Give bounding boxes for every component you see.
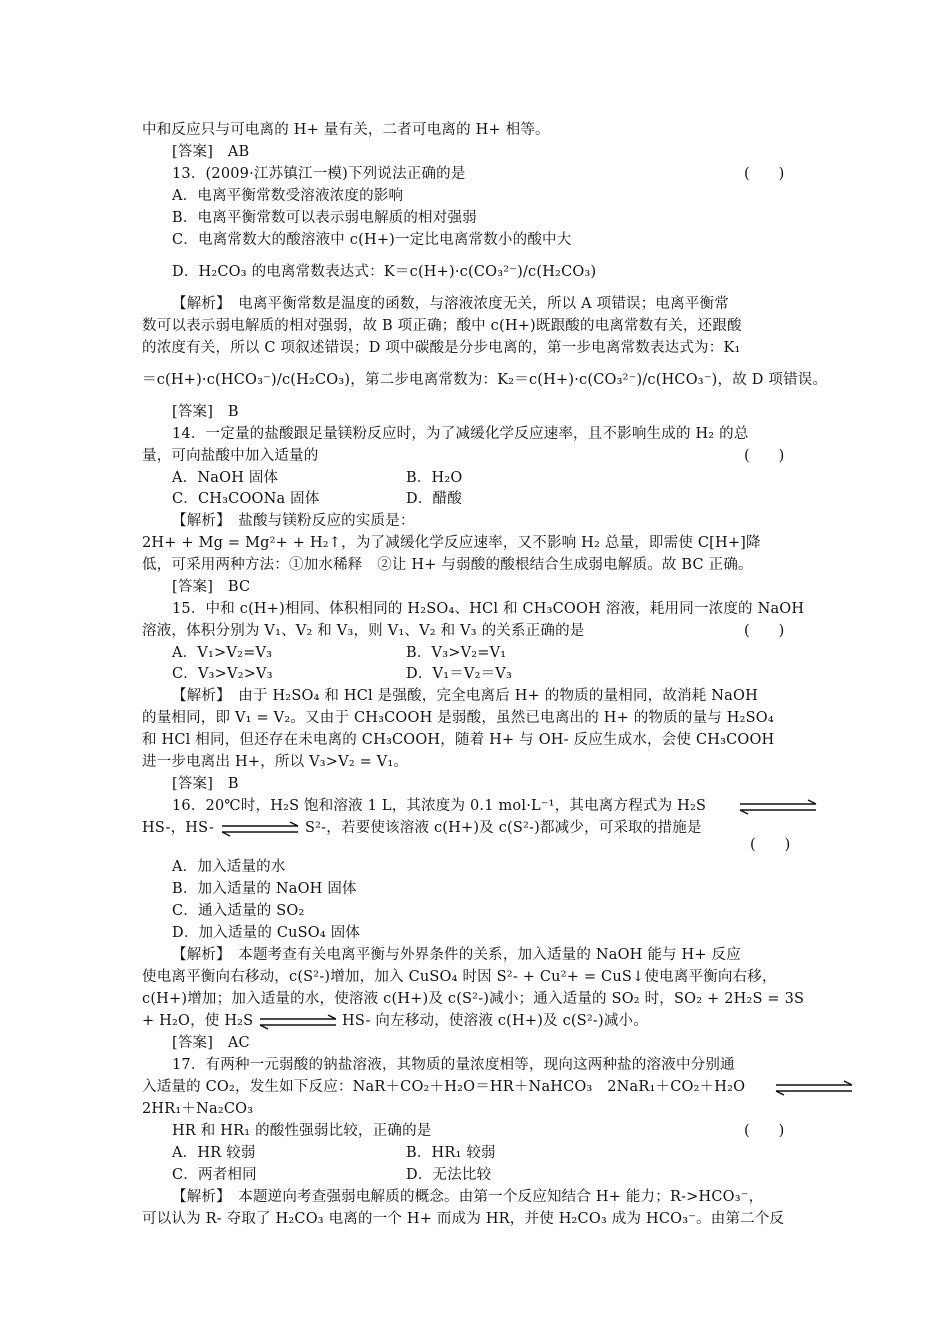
text-line: 13．(2009·江苏镇江一模)下列说法正确的是 [172, 166, 466, 182]
text-line: 14．一定量的盐酸跟足量镁粉反应时，为了减缓化学反应速率，且不影响生成的 H₂ 的总 [172, 426, 749, 442]
text-line: 使电离平衡向右移动，c(S²-)增加，加入 CuSO₄ 时因 S²- + Cu²+ = CuS↓使电离平衡向右移， [142, 969, 777, 985]
option-text: D．醋酸 [406, 491, 462, 507]
text-line: A．V₁>V₂=V₃ [172, 645, 273, 661]
option-text: B．V₃>V₂=V₁ [406, 645, 507, 661]
text-line: 的量相同，即 V₁ = V₂。又由于 CH₃COOH 是弱酸，虽然已电离出的 H+ 的物质的量与 H₂SO₄ [142, 710, 774, 726]
text-line: 低，可采用两种方法：①加水稀释 ②让 H+ 与弱酸的酸根结合生成弱电解质。故 BC 正确。 [142, 557, 753, 573]
text-line: 中和反应只与可电离的 H+ 量有关，二者可电离的 H+ 相等。 [142, 122, 550, 138]
text-line: 量，可向盐酸中加入适量的 [142, 448, 319, 464]
text-line: D．加入适量的 CuSO₄ 固体 [172, 925, 361, 941]
equilibrium-arrow-icon [220, 819, 302, 839]
answer-blank: ( ) [744, 1123, 785, 1139]
equilibrium-arrow-icon [258, 1012, 340, 1032]
text-line: 【解析】 本题考查有关电离平衡与外界条件的关系，加入适量的 NaOH 能与 H+ 反应 [172, 947, 741, 963]
text-line: C．CH₃COONa 固体 [172, 491, 320, 507]
text-line: 数可以表示弱电解质的相对强弱，故 B 项正确；酸中 c(H+)既跟酸的电离常数有关，还跟酸 [142, 318, 742, 334]
text-line: 的浓度有关，所以 C 项叙述错误；D 项中碳酸是分步电离的，第一步电离常数表达式为：K₁ [142, 340, 741, 356]
text-line: HS-，HS- [142, 820, 214, 836]
text-line: A．电离平衡常数受溶液浓度的影响 [172, 188, 404, 204]
text-line: S²-，若要使该溶液 c(H+)及 c(S²-)都减少，可采取的措施是 [305, 820, 702, 836]
text-line: HR 和 HR₁ 的酸性强弱比较，正确的是 [172, 1123, 432, 1139]
text-line: B．加入适量的 NaOH 固体 [172, 881, 357, 897]
text-line: C．电离常数大的酸溶液中 c(H+)一定比电离常数小的酸中大 [172, 232, 572, 248]
text-line: 【解析】 电离平衡常数是温度的函数，与溶液浓度无关，所以 A 项错误；电离平衡常 [172, 296, 729, 312]
answer-blank: ( ) [744, 448, 785, 464]
text-line: c(H+)增加；加入适量的水，使溶液 c(H+)及 c(S²-)减小；通入适量的 SO₂ 时，SO₂ + 2H₂S = 3S [142, 991, 805, 1007]
text-line: C．通入适量的 SO₂ [172, 903, 305, 919]
text-line: HS- 向左移动，使溶液 c(H+)及 c(S²-)减小。 [342, 1013, 648, 1029]
answer-blank: ( ) [744, 166, 785, 182]
option-text: D．无法比较 [406, 1167, 492, 1183]
text-line: 2H+ + Mg = Mg²+ + H₂↑，为了减缓化学反应速率，又不影响 H₂ 总量，即需使 C[H+]降 [142, 535, 761, 551]
text-line: 可以认为 R- 夺取了 H₂CO₃ 电离的一个 H+ 而成为 HR，并使 H₂CO₃ 成为 HCO₃⁻。由第二个反 [142, 1211, 785, 1227]
text-line: [答案] AB [172, 144, 250, 160]
equilibrium-arrow-icon [774, 1078, 856, 1098]
text-line: 和 HCl 相同，但还存在未电离的 CH₃COOH，随着 H+ 与 OH- 反应生成水，会使 CH₃COOH [142, 732, 775, 748]
answer-blank: ( ) [744, 623, 785, 639]
text-line: 入适量的 CO₂，发生如下反应：NaR＋CO₂＋H₂O＝HR＋NaHCO₃ 2NaR₁＋CO₂＋H₂O [142, 1079, 746, 1095]
text-line: 【解析】 盐酸与镁粉反应的实质是： [172, 513, 415, 529]
text-line: [答案] AC [172, 1035, 250, 1051]
text-line: [答案] B [172, 776, 239, 792]
text-line: ＝c(H+)·c(HCO₃⁻)/c(H₂CO₃)，第二步电离常数为：K₂＝c(H+)·c(CO₃²⁻)/c(HCO₃⁻)，故 D 项错误。 [142, 372, 828, 388]
equilibrium-arrow-icon [738, 797, 820, 817]
text-line: 17．有两种一元弱酸的钠盐溶液，其物质的量浓度相等，现向这两种盐的溶液中分别通 [172, 1057, 735, 1073]
text-line: 【解析】 本题逆向考查强弱电解质的概念。由第一个反应知结合 H+ 能力；R->HCO₃⁻， [172, 1189, 764, 1205]
text-line: [答案] BC [172, 579, 251, 595]
text-line: + H₂O，使 H₂S [142, 1013, 254, 1029]
answer-blank: ( ) [750, 837, 791, 853]
text-line: 溶液，体积分别为 V₁、V₂ 和 V₃，则 V₁、V₂ 和 V₃ 的关系正确的是 [142, 623, 585, 639]
text-line: 16．20℃时，H₂S 饱和溶液 1 L，其浓度为 0.1 mol·L⁻¹，其电离方程式为 H₂S [172, 798, 707, 814]
option-text: B．HR₁ 较弱 [406, 1145, 496, 1161]
text-line: [答案] B [172, 404, 239, 420]
text-line: A．加入适量的水 [172, 859, 286, 875]
text-line: A．NaOH 固体 [172, 470, 279, 486]
text-line: C．两者相同 [172, 1167, 257, 1183]
text-line: A．HR 较弱 [172, 1145, 256, 1161]
text-line: C．V₃>V₂>V₃ [172, 666, 273, 682]
option-text: D．V₁＝V₂＝V₃ [406, 666, 512, 682]
text-line: 【解析】 由于 H₂SO₄ 和 HCl 是强酸，完全电离后 H+ 的物质的量相同，故消耗 NaOH [172, 688, 758, 704]
text-line: 15．中和 c(H+)相同、体积相同的 H₂SO₄、HCl 和 CH₃COOH 溶液，耗用同一浓度的 NaOH [172, 601, 805, 617]
option-text: B．H₂O [406, 470, 463, 486]
text-line: 2HR₁＋Na₂CO₃ [142, 1101, 254, 1117]
text-line: D．H₂CO₃ 的电离常数表达式：K＝c(H+)·c(CO₃²⁻)/c(H₂CO₃) [172, 264, 597, 280]
text-line: B．电离平衡常数可以表示弱电解质的相对强弱 [172, 210, 477, 226]
text-line: 进一步电离出 H+，所以 V₃>V₂ = V₁。 [142, 754, 409, 770]
